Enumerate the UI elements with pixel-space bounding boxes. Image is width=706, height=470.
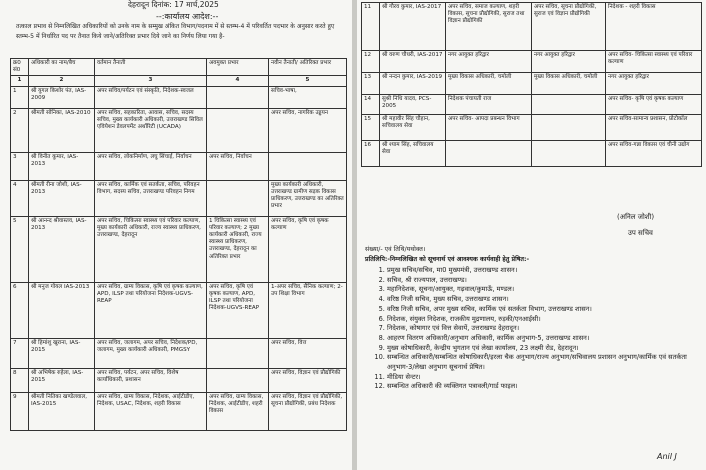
table-row	[11, 152, 347, 180]
col-relieved: अवमुक्त प्रभार	[207, 59, 269, 76]
cell-sn: 4	[11, 180, 29, 216]
cell-current	[446, 141, 532, 167]
cell-relieved: अपर सचिव, निर्वाचन	[207, 152, 269, 180]
cell-sn: 6	[11, 282, 29, 338]
cell-relieved	[207, 368, 269, 392]
col-sn: क्र0 सं0	[11, 59, 29, 76]
signature-name: (अनिल जोशी)	[617, 213, 655, 221]
cell-current: अपर सचिव, चिकित्सा स्वास्थ्य एवं परिवार कल्याण, मुख्य कार्यकारी अधिकारी, राज्य स्वास्थ्य प्राधिकरण, उत्तराखण्ड, देहरादून	[95, 216, 207, 282]
copy-to-item: 10. सम्बन्धित अधिकारी/सम्बन्धित कोषाधिकारी/इरला चैक अनुभाग/राज्य अनुभाग/सचिवालय प्रशासन अनुभाग/कार्मिक एवं सतर्कता अनुभाग-3/लेखा अनुभाग सूचनार्थ प्रेषित।	[387, 353, 702, 372]
col-number: 3	[95, 76, 207, 86]
cell-sn: 3	[11, 152, 29, 180]
cell-sn: 12	[362, 51, 380, 73]
copy-to-item: 2. सचिव, श्री राज्यपाल, उत्तराखण्ड।	[387, 276, 702, 286]
column-numbers	[11, 76, 347, 86]
cell-new: अपर सचिव- चिकित्सा स्वास्थ्य एवं परिवार कल्याण	[606, 51, 702, 73]
cell-current: अपर सचिव, लोकनिर्माण, लघु सिंचाई, निर्वाचन	[95, 152, 207, 180]
cell-sn: 11	[362, 3, 380, 51]
cell-name: श्रीमती सोनिका, IAS-2010	[29, 108, 95, 152]
copy-to-item: 9. मुख्य कोषाधिकारी, केन्द्रीय भुगतान एवं लेखा कार्यालय, 23 लक्ष्मी रोड, देहरादून।	[387, 344, 702, 354]
cell-relieved	[207, 338, 269, 368]
table-header	[11, 59, 347, 76]
copy-to-item: 11. मीडिया सेन्टर।	[387, 373, 702, 383]
copy-to-item: 8. आहरण वितरण अधिकारी/अनुभाग अधिकारी, कार्मिक अनुभाग-5, उत्तराखण्ड शासन।	[387, 334, 702, 344]
cell-name: श्री अभिषेक रुहेला, IAS-2015	[29, 368, 95, 392]
cell-current: अपर सचिव, सहकारिता, आवास, सचिव, सदस्य सचिव, मुख्य कार्यकारी अधिकारी, उत्तराखण्ड सिविल एवियेशन डेवलपमेंट अथॉरिटी (UCADA)	[95, 108, 207, 152]
cell-sn: 16	[362, 141, 380, 167]
copy-to-item: 1. प्रमुख सचिव/सचिव, मा0 मुख्यमंत्री, उत्तराखण्ड शासन।	[387, 266, 702, 276]
cell-sn: 7	[11, 338, 29, 368]
right-page	[357, 0, 706, 470]
cell-current: मुख्य विकास अधिकारी, चमोली	[446, 73, 532, 95]
order-date: देहरादून दिनांक: 17 मार्च,2025	[128, 0, 219, 9]
cell-name: श्रीमती नितिका खण्डेलवाल, IAS-2015	[29, 392, 95, 430]
cell-current: अपर सचिव, समाज कल्याण, शहरी विकास, सूचना प्रौद्योगिकी, सुराज तथा विज्ञान प्रौद्योगिकी	[446, 3, 532, 51]
cell-new: अपर सचिव-गन्ना विकास एवं चीनी उद्योग	[606, 141, 702, 167]
cell-name: श्री श्याम सिंह, सचिवालय सेवा	[380, 141, 446, 167]
cell-current: अपर सचिव, ग्राम्य विकास, कृषि एवं कृषक कल्याण, APD, ILSP तथा परियोजना निदेशक-UGVS-REAP	[95, 282, 207, 338]
cell-relieved: 1 चिकित्सा स्वास्थ्य एवं परिवार कल्याण; 2 मुख्य कार्यकारी अधिकारी, राज्य स्वास्थ्य प्राधिकरण, उत्तराखण्ड, देहरादून का अतिरिक्त प्रभार	[207, 216, 269, 282]
cell-relieved	[207, 180, 269, 216]
table-row	[362, 73, 702, 95]
cell-new: अपर सचिव, विज्ञान एवं प्रौद्योगिकी, सूचना प्रौद्योगिकी, प्रबंध निदेशक	[269, 392, 347, 430]
cell-name: श्री आनन्द श्रीवास्तव, IAS-2013	[29, 216, 95, 282]
copy-to-list	[365, 266, 702, 392]
table-row	[11, 216, 347, 282]
table-row	[11, 86, 347, 108]
copy-to-item: 6. निदेशक, संयुक्त निदेशक, राजकीय मुद्रणालय, रुड़की/एनआईसी।	[387, 315, 702, 325]
cell-new: सचिव-भाषा,	[269, 86, 347, 108]
cell-name: श्रीमती रीना जोशी, IAS-2013	[29, 180, 95, 216]
cell-sn: 5	[11, 216, 29, 282]
cell-current: अपर सचिव, कार्मिक एवं सतर्कता, सचिव, परिवहन विभाग, सदस्य सचिव, उत्तराखण्ड परिवहन निगम	[95, 180, 207, 216]
cell-sn: 8	[11, 368, 29, 392]
table-row	[11, 180, 347, 216]
copy-to-item: 7. निदेशक, कोषागार एवं वित्त सेवायें, उत्तराखण्ड देहरादून।	[387, 324, 702, 334]
col-number: 1	[11, 76, 29, 86]
cell-relieved: मुख्य विकास अधिकारी, चमोली	[532, 73, 606, 95]
cell-new: अपर सचिव, विज्ञान एवं प्रौद्योगिकी	[269, 368, 347, 392]
col-number: 4	[207, 76, 269, 86]
cell-relieved: अपर सचिव, कृषि एवं कृषक कल्याण, APD, ILSP तथा परियोजना निदेशक-UGVS-REAP	[207, 282, 269, 338]
cell-current: निदेशक पंचायती राज	[446, 95, 532, 115]
cell-relieved	[207, 108, 269, 152]
cell-new: नगर आयुक्त हरिद्वार	[606, 73, 702, 95]
cell-current: अपर सचिव, पर्यटन, अपर सचिव, विशेष कार्याधिकारी, प्रशासन	[95, 368, 207, 392]
col-number: 5	[269, 76, 347, 86]
col-number: 2	[29, 76, 95, 86]
table-row	[11, 108, 347, 152]
cell-relieved	[532, 95, 606, 115]
cell-name: सुश्री निधि यादव, PCS-2005	[380, 95, 446, 115]
cell-relieved: अपर सचिव, सूचना प्रौद्योगिकी, सुराज एवं विज्ञान प्रौद्योगिकी	[532, 3, 606, 51]
cell-new: अपर सचिव, कृषि एवं कृषक कल्याण	[269, 216, 347, 282]
cell-sn: 9	[11, 392, 29, 430]
cell-relieved	[207, 86, 269, 108]
cell-new: अपर सचिव-सामान्य प्रशासन, प्रोटोकॉल	[606, 115, 702, 141]
cell-current: अपर सचिव, जलागम, अपर सचिव, निदेशक/PD, जलागम, मुख्य कार्यकारी अधिकारी, PMGSY	[95, 338, 207, 368]
cell-relieved	[532, 115, 606, 141]
cell-current: अपर सचिव/पर्यटन एवं संस्कृति, निदेशक-स्वजल	[95, 86, 207, 108]
cell-name: श्री हिमांशु खुराना, IAS-2015	[29, 338, 95, 368]
copy-to-item: 5. वरिष्ठ निजी सचिव, अपर मुख्य सचिव, कार्मिक एवं सतर्कता विभाग, उत्तराखण्ड शासन।	[387, 305, 702, 315]
reference-number: संख्या/- एवं तिथि/यथोक्त।	[365, 246, 426, 253]
table-row	[362, 95, 702, 115]
cell-sn: 1	[11, 86, 29, 108]
cell-relieved: नगर आयुक्त हरिद्वार	[532, 51, 606, 73]
copy-to-item: 3. महानिदेशक, सूचना/आयुक्त, गढ़वाल/कुमाऊँ, मण्डल।	[387, 285, 702, 295]
cell-new	[269, 152, 347, 180]
cell-current: नगर आयुक्त हरिद्वार	[446, 51, 532, 73]
cell-sn: 14	[362, 95, 380, 115]
cell-sn: 15	[362, 115, 380, 141]
cell-name: श्री गौरव कुमार, IAS-2017	[380, 3, 446, 51]
cell-new: अपर सचिव, वित्त	[269, 338, 347, 368]
cell-new: अपर सचिव- कृषि एवं कृषक कल्याण	[606, 95, 702, 115]
col-current: वर्तमान तैनाती	[95, 59, 207, 76]
cell-new: अपर सचिव, नागरिक उड्डयन	[269, 108, 347, 152]
cell-relieved	[532, 141, 606, 167]
cell-new: निदेशक - शहरी विकास	[606, 3, 702, 51]
cell-name: श्री युगल किशोर पंत, IAS-2009	[29, 86, 95, 108]
cell-current: अपर सचिव- आपदा प्रबन्धन विभाग	[446, 115, 532, 141]
table-row	[11, 368, 347, 392]
cell-new: 1-अपर सचिव, सैनिक कल्याण; 2-उप शिक्षा विभाग	[269, 282, 347, 338]
cell-name: श्री महावीर सिंह चौहान, सचिवालय सेवा	[380, 115, 446, 141]
cell-name: श्री विनीत कुमार, IAS-2013	[29, 152, 95, 180]
bottom-signature: Anil J	[657, 452, 677, 461]
cell-current: अपर सचिव, ग्राम्य विकास, निदेशक, आईटीडीए, निदेशक, USAC, निदेशक, शहरी विकास	[95, 392, 207, 430]
table-row	[362, 141, 702, 167]
cell-new: मुख्य कार्यकारी अधिकारी, उत्तराखण्ड ग्रामीण सड़क विकास प्राधिकरण, उत्तराखण्ड का अतिरिक्त प्रभार	[269, 180, 347, 216]
copy-to-item: 4. वरिष्ठ निजी सचिव, मुख्य सचिव, उत्तराखण्ड शासन।	[387, 295, 702, 305]
table-row	[11, 392, 347, 430]
order-intro: तत्काल प्रभाव से निम्नलिखित अधिकारियों को उनके नाम के सम्मुख अंकित विभाग/पदनाम में से स्तम्भ-4 में परिवर्तित पदभार के अनुसार करते हुए स्तम्भ-5 में निर्धारित पद पर तैनात किये जाने/अतिरिक्त प्रभार दिये जाने का निर्णय लिया गया है-	[16, 23, 335, 40]
left-page	[0, 0, 352, 470]
table-row	[11, 338, 347, 368]
copy-to-heading: प्रतिलिपि:-निम्नलिखित को सूचनार्थ एवं आवश्यक कार्यवाही हेतु प्रेषित:-	[365, 256, 530, 263]
table-row	[362, 3, 702, 51]
cell-sn: 2	[11, 108, 29, 152]
col-name: अधिकारी का नाम/बैच	[29, 59, 95, 76]
cell-sn: 13	[362, 73, 380, 95]
table-row	[11, 282, 347, 338]
table-row	[362, 51, 702, 73]
order-title: --:कार्यालय आदेश:--	[156, 12, 219, 21]
cell-relieved: अपर सचिव, ग्राम्य विकास, निदेशक, आईटीडीए, शहरी विकास	[207, 392, 269, 430]
cell-name: श्री नन्दन कुमार, IAS-2019	[380, 73, 446, 95]
transfer-table-left	[10, 58, 347, 431]
copy-to-item: 12. सम्बन्धित अधिकारी की व्यक्तिगत पत्रावली/गार्ड फाइल।	[387, 382, 702, 392]
transfer-table-right	[361, 2, 702, 167]
signature-title: उप सचिव	[628, 229, 653, 237]
table-row	[362, 115, 702, 141]
col-new: नवीन तैनाती/ अतिरिक्त प्रभार	[269, 59, 347, 76]
cell-name: श्री मनुज गोयल IAS-2013	[29, 282, 95, 338]
cell-name: श्री वरुण चौधरी, IAS-2017	[380, 51, 446, 73]
